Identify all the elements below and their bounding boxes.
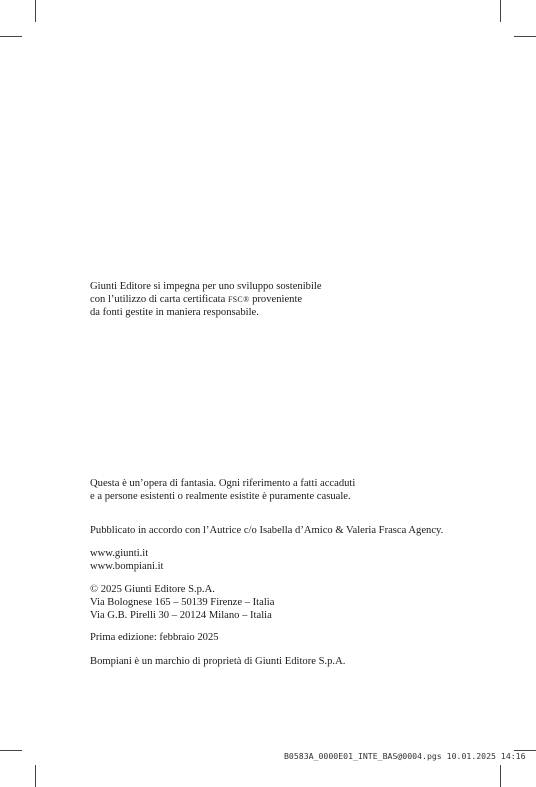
website-giunti[interactable]: www.giunti.it — [90, 548, 149, 559]
crop-mark-right-top — [514, 36, 536, 37]
sustainability-statement — [90, 280, 322, 320]
sustainability-line-2-post: proveniente — [249, 294, 303, 306]
fsc-mark: FSC® — [227, 295, 250, 305]
edition-text: Prima edizione: febbraio 2025 — [90, 632, 219, 643]
publishing-agreement — [90, 524, 443, 537]
crop-mark-left-bottom — [0, 750, 22, 751]
crop-mark-left-top — [0, 36, 22, 37]
crop-mark-bottom-left — [35, 765, 36, 787]
sustainability-line-2 — [90, 293, 322, 306]
websites — [90, 547, 163, 573]
copyright-block — [90, 583, 274, 623]
copyright-line: © 2025 Giunti Editore S.p.A. — [90, 584, 215, 595]
agreement-text: Pubblicato in accordo con l’Autrice c/o Isabella d’Amico & Valeria Frasca Agency. — [90, 525, 444, 536]
crop-mark-top-right — [500, 0, 501, 22]
disclaimer-line-2: e a persone esistenti o realmente esistite è puramente casuale. — [90, 491, 351, 503]
address-firenze: Via Bolognese 165 – 50139 Firenze – Italia — [90, 597, 275, 609]
disclaimer-line-1: Questa è un’opera di fantasia. Ogni riferimento a fatti accaduti — [90, 478, 356, 489]
crop-mark-bottom-right — [500, 765, 501, 787]
address-milano: Via G.B. Pirelli 30 – 20124 Milano – Italia — [90, 610, 272, 622]
edition-info — [90, 631, 219, 644]
sustainability-line-3: da fonti gestite in maniera responsabile. — [90, 307, 259, 319]
sustainability-line-1: Giunti Editore si impegna per uno sviluppo sostenibile — [90, 281, 322, 292]
sustainability-line-2-pre: con l’utilizzo di carta certificata — [90, 294, 228, 306]
trademark-notice — [90, 655, 345, 668]
fiction-disclaimer — [90, 477, 355, 503]
website-bompiani[interactable]: www.bompiani.it — [90, 561, 164, 573]
trademark-text: Bompiani è un marchio di proprietà di Giunti Editore S.p.A. — [90, 656, 346, 667]
crop-mark-top-left — [35, 0, 36, 22]
printer-slug: B0583A_0000E01_INTE_BAS@0004.pgs 10.01.2025 14:16 — [284, 751, 526, 761]
